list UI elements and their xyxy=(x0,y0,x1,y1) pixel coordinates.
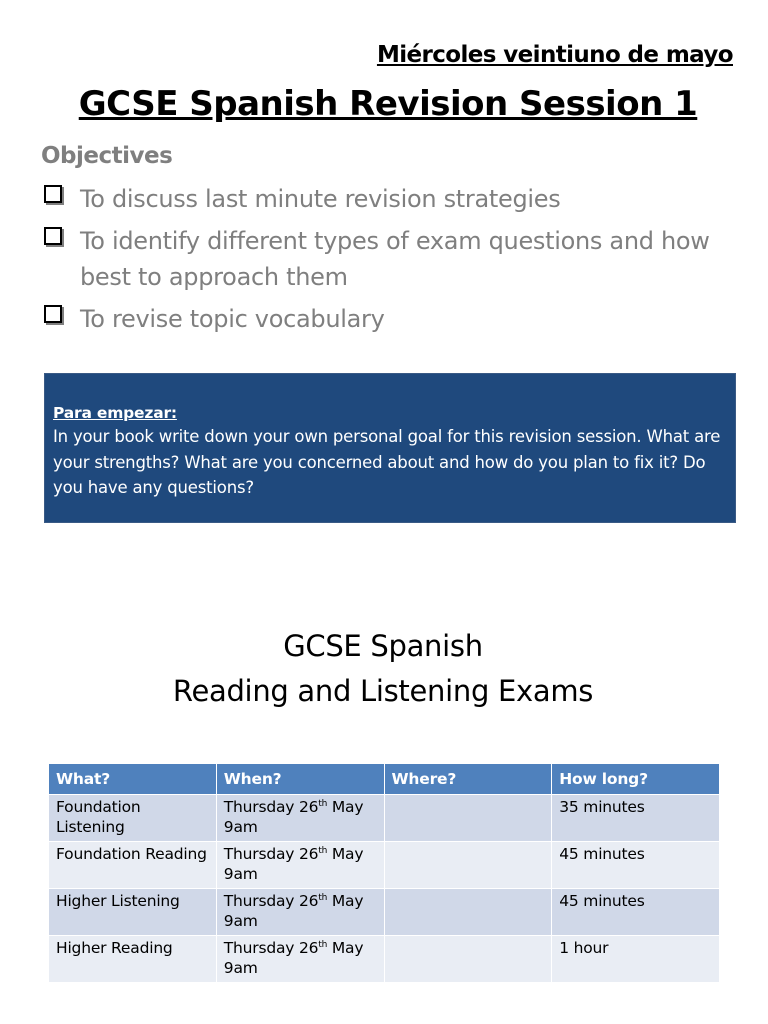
cell-suffix: th xyxy=(318,940,328,950)
cell-time: 9am xyxy=(223,959,258,977)
objective-text: To identify different types of exam questions and how best to approach them xyxy=(80,227,710,291)
table-row xyxy=(49,795,720,842)
cell-length: 35 minutes xyxy=(552,795,720,842)
section-title-line2: Reading and Listening Exams xyxy=(172,674,594,708)
cell-day: Thursday 26 xyxy=(223,892,319,910)
column-header-what: What? xyxy=(49,764,217,795)
cell-day: Thursday 26 xyxy=(223,798,319,816)
cell-where xyxy=(384,889,552,936)
checkbox-icon xyxy=(44,305,62,323)
cell-month: May xyxy=(327,939,364,957)
date-heading: Miércoles veintiuno de mayo xyxy=(376,42,733,68)
objective-text: To revise topic vocabulary xyxy=(80,305,385,333)
column-header-how-long: How long? xyxy=(552,764,720,795)
cell-month: May xyxy=(327,845,364,863)
cell-day: Thursday 26 xyxy=(223,845,319,863)
cell-what: Higher Listening xyxy=(49,889,217,936)
exam-table xyxy=(48,763,720,983)
objectives-list xyxy=(44,181,724,343)
objective-item xyxy=(44,223,724,295)
objective-item xyxy=(44,301,724,337)
cell-when xyxy=(216,795,384,842)
cell-month: May xyxy=(327,892,364,910)
checkbox-icon xyxy=(44,227,62,245)
objectives-heading: Objectives xyxy=(41,143,173,169)
cell-length: 45 minutes xyxy=(552,842,720,889)
cell-suffix: th xyxy=(318,799,328,809)
checkbox-icon xyxy=(44,185,62,203)
table-row xyxy=(49,842,720,889)
cell-when xyxy=(216,842,384,889)
cell-suffix: th xyxy=(318,846,328,856)
page-title: GCSE Spanish Revision Session 1 xyxy=(78,84,698,124)
cell-where xyxy=(384,842,552,889)
section-title xyxy=(0,624,766,714)
column-header-when: When? xyxy=(216,764,384,795)
section-title-line1: GCSE Spanish xyxy=(283,629,483,663)
starter-box xyxy=(44,373,736,523)
cell-time: 9am xyxy=(223,865,258,883)
objective-text: To discuss last minute revision strategies xyxy=(80,185,561,213)
cell-length: 45 minutes xyxy=(552,889,720,936)
cell-when xyxy=(216,936,384,983)
cell-suffix: th xyxy=(318,893,328,903)
cell-when xyxy=(216,889,384,936)
cell-time: 9am xyxy=(223,912,258,930)
cell-where xyxy=(384,795,552,842)
cell-what: Foundation Listening xyxy=(49,795,217,842)
starter-heading: Para empezar: xyxy=(53,404,177,422)
cell-what: Higher Reading xyxy=(49,936,217,983)
table-row xyxy=(49,889,720,936)
cell-day: Thursday 26 xyxy=(223,939,319,957)
objective-item xyxy=(44,181,724,217)
cell-what: Foundation Reading xyxy=(49,842,217,889)
cell-month: May xyxy=(327,798,364,816)
cell-time: 9am xyxy=(223,818,258,836)
starter-body: In your book write down your own personal goal for this revision session. What are your strengths? What are you concerned about and how do you plan to fix it? Do you have any questions? xyxy=(53,427,721,497)
table-row xyxy=(49,936,720,983)
table-header-row xyxy=(49,764,720,795)
column-header-where: Where? xyxy=(384,764,552,795)
cell-where xyxy=(384,936,552,983)
cell-length: 1 hour xyxy=(552,936,720,983)
